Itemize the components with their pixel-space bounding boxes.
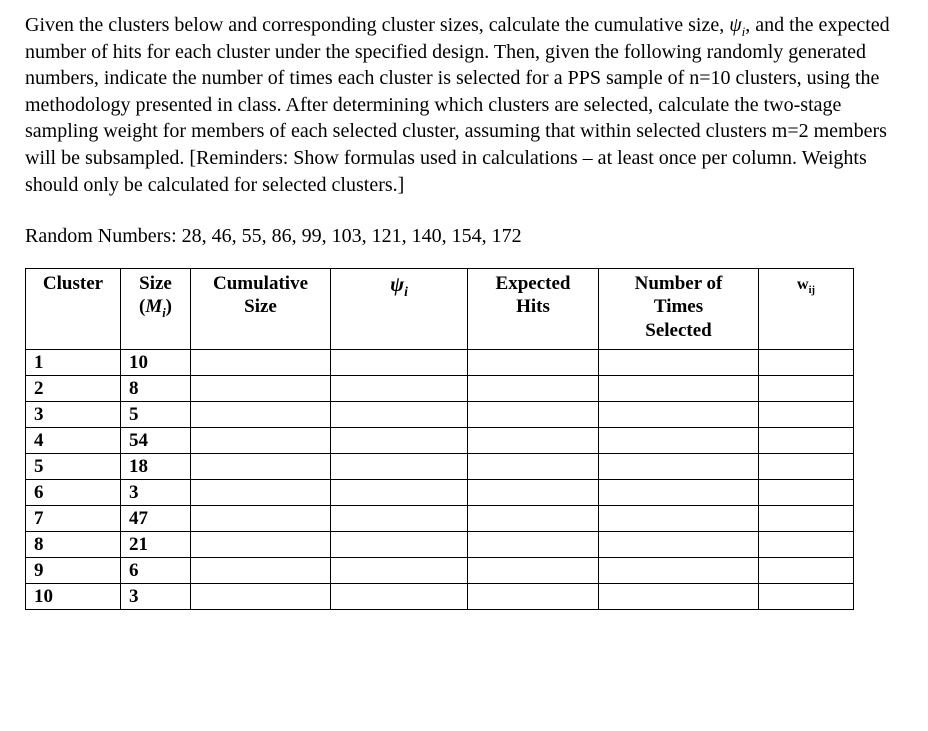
cell-cluster: 9: [26, 558, 121, 584]
cell-size: 5: [121, 402, 191, 428]
header-times-line1: Number of: [634, 273, 723, 295]
header-psi: [390, 272, 408, 300]
cell-times-selected: [599, 506, 759, 532]
header-times-line2: Times: [653, 296, 704, 318]
cell-expected-hits: [468, 584, 599, 610]
header-w-subscript: ij: [808, 285, 815, 297]
cell-cluster: 7: [26, 506, 121, 532]
random-numbers-line: [25, 225, 904, 248]
header-times-line3: Selected: [645, 319, 712, 341]
random-numbers-values: 28, 46, 55, 86, 99, 103, 121, 140, 154, 172: [181, 225, 522, 248]
cell-cluster: 4: [26, 428, 121, 454]
cell-size: 54: [121, 428, 191, 454]
table-row: [26, 506, 854, 532]
cell-cumulative-size: [191, 428, 331, 454]
cell-wij: [759, 480, 854, 506]
col-header-cumulative-size: [191, 269, 331, 350]
cell-psi: [331, 428, 468, 454]
cell-wij: [759, 532, 854, 558]
cell-psi: [331, 402, 468, 428]
m-symbol: M: [145, 296, 163, 318]
cell-wij: [759, 428, 854, 454]
problem-statement: [25, 12, 901, 198]
table-row: [26, 428, 854, 454]
cell-cumulative-size: [191, 454, 331, 480]
cell-cumulative-size: [191, 506, 331, 532]
cell-expected-hits: [468, 506, 599, 532]
cell-size: 47: [121, 506, 191, 532]
cell-psi: [331, 480, 468, 506]
cell-wij: [759, 402, 854, 428]
cell-size: 18: [121, 454, 191, 480]
cell-cluster: 10: [26, 584, 121, 610]
problem-text-part1: Given the clusters below and corresponding cluster sizes, calculate the cumulative size,: [25, 14, 730, 36]
header-size-mi: [139, 296, 172, 321]
cell-expected-hits: [468, 558, 599, 584]
cell-times-selected: [599, 428, 759, 454]
cell-times-selected: [599, 558, 759, 584]
header-expected-line1: Expected: [495, 273, 571, 295]
col-header-wij: [759, 269, 854, 350]
cell-cluster: 6: [26, 480, 121, 506]
col-header-expected-hits: [468, 269, 599, 350]
cell-wij: [759, 454, 854, 480]
pps-table: [25, 268, 854, 610]
cell-size: 6: [121, 558, 191, 584]
col-header-psi: [331, 269, 468, 350]
cell-cluster: 3: [26, 402, 121, 428]
cell-expected-hits: [468, 402, 599, 428]
table-header-row: [26, 269, 854, 350]
header-expected-line2: Hits: [516, 296, 550, 318]
header-cluster-label: Cluster: [42, 273, 104, 295]
header-cumulative-line1: Cumulative: [213, 273, 308, 295]
table-row: [26, 402, 854, 428]
cell-times-selected: [599, 584, 759, 610]
cell-size: 8: [121, 376, 191, 402]
cell-psi: [331, 584, 468, 610]
cell-psi: [331, 506, 468, 532]
cell-cumulative-size: [191, 402, 331, 428]
cell-expected-hits: [468, 428, 599, 454]
cell-expected-hits: [468, 454, 599, 480]
table-row: [26, 584, 854, 610]
header-w-symbol: w: [797, 276, 809, 294]
cell-cluster: 1: [26, 350, 121, 376]
cell-psi: [331, 376, 468, 402]
table-row: [26, 558, 854, 584]
random-numbers-label: Random Numbers:: [25, 225, 177, 248]
cell-cumulative-size: [191, 584, 331, 610]
cell-times-selected: [599, 402, 759, 428]
m-subscript: i: [162, 306, 166, 321]
cell-cumulative-size: [191, 558, 331, 584]
psi-i-inline: [729, 14, 746, 39]
header-psi-subscript: i: [404, 284, 408, 300]
col-header-times-selected: [599, 269, 759, 350]
cell-times-selected: [599, 350, 759, 376]
cell-expected-hits: [468, 350, 599, 376]
header-psi-symbol: ψ: [390, 272, 405, 297]
table-row: [26, 532, 854, 558]
cell-cumulative-size: [191, 532, 331, 558]
table-row: [26, 480, 854, 506]
cell-cumulative-size: [191, 350, 331, 376]
cell-size: 10: [121, 350, 191, 376]
cell-psi: [331, 350, 468, 376]
problem-text-part2: , and the expected number of hits for each cluster under the specified design. Then, given the following randomly generated numbers, indicate the number of times each cluster is selected for a PPS sample of n=10 clusters, using the methodology presented in class. After determining which clusters are selected, calculate the two-stage sampling weight for members of each selected cluster, assuming that within selected clusters m=2 members will be subsampled. [Reminders: Show formulas used in calculations – at least once per column. Weights should only be calculated for selected clusters.]: [25, 14, 890, 196]
cell-psi: [331, 532, 468, 558]
header-size-open-paren: (: [139, 296, 146, 318]
cell-size: 21: [121, 532, 191, 558]
cell-wij: [759, 376, 854, 402]
cell-expected-hits: [468, 480, 599, 506]
cell-cumulative-size: [191, 480, 331, 506]
table-row: [26, 454, 854, 480]
cell-cluster: 8: [26, 532, 121, 558]
header-size-close-paren: ): [165, 296, 172, 318]
col-header-cluster: [26, 269, 121, 350]
cell-size: 3: [121, 480, 191, 506]
table-row: [26, 376, 854, 402]
cell-times-selected: [599, 454, 759, 480]
cell-size: 3: [121, 584, 191, 610]
cell-cumulative-size: [191, 376, 331, 402]
cell-wij: [759, 558, 854, 584]
cell-cluster: 5: [26, 454, 121, 480]
cell-psi: [331, 558, 468, 584]
cell-psi: [331, 454, 468, 480]
header-wij: [797, 276, 815, 297]
cell-times-selected: [599, 532, 759, 558]
col-header-size: [121, 269, 191, 350]
cell-wij: [759, 584, 854, 610]
cell-expected-hits: [468, 376, 599, 402]
psi-subscript: i: [741, 24, 746, 39]
table-row: [26, 350, 854, 376]
header-size-label: Size: [139, 273, 172, 295]
cell-wij: [759, 350, 854, 376]
cell-expected-hits: [468, 532, 599, 558]
cell-wij: [759, 506, 854, 532]
cell-cluster: 2: [26, 376, 121, 402]
psi-symbol: ψ: [729, 14, 742, 36]
cell-times-selected: [599, 376, 759, 402]
cell-times-selected: [599, 480, 759, 506]
header-cumulative-line2: Size: [244, 296, 277, 318]
